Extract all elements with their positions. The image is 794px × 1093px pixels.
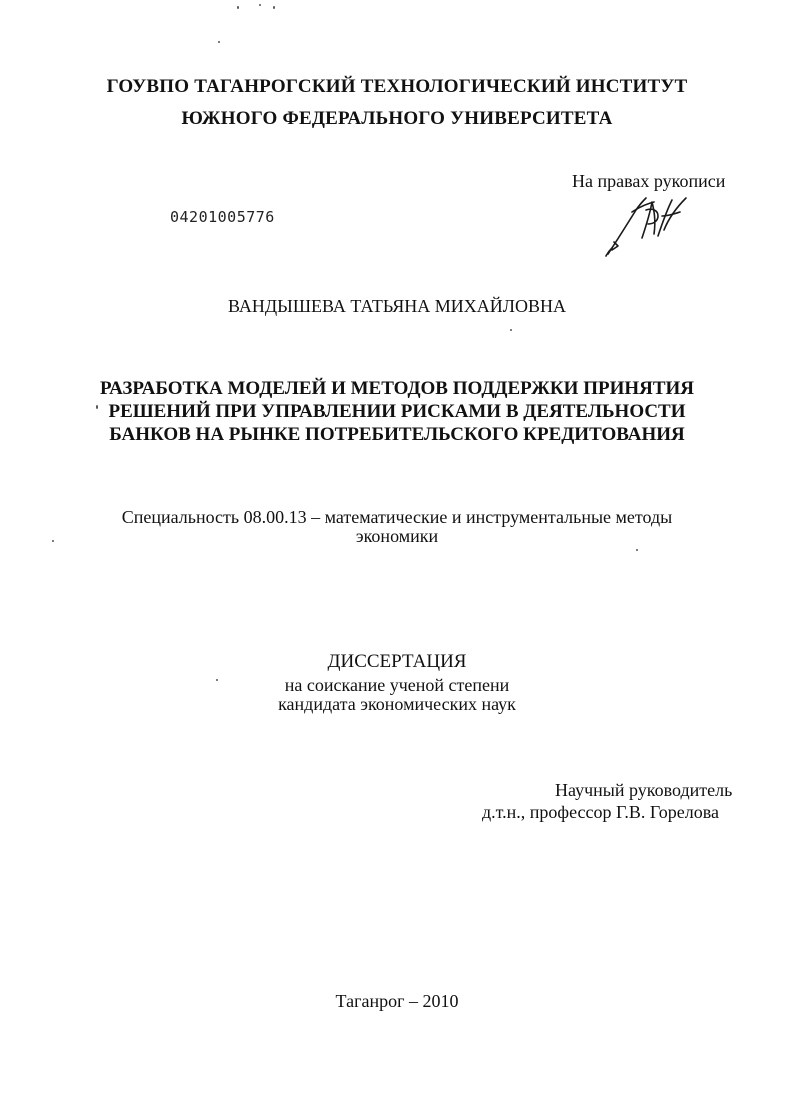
scan-speck: [273, 6, 275, 9]
work-type-heading: ДИССЕРТАЦИЯ: [327, 651, 467, 672]
degree-line-2: кандидата экономических наук: [278, 694, 516, 714]
title-line-1: РАЗРАБОТКА МОДЕЛЕЙ И МЕТОДОВ ПОДДЕРЖКИ ПРИНЯТИЯ: [99, 378, 695, 399]
registration-code: 04201005776: [170, 208, 275, 226]
scan-speck: [96, 405, 98, 409]
supervisor-name: д.т.н., профессор Г.В. Горелова: [482, 802, 719, 822]
signature: [602, 190, 692, 265]
scan-speck: [636, 549, 638, 551]
manuscript-note: На правах рукописи: [572, 171, 726, 191]
scan-speck: [218, 41, 220, 43]
scan-speck: [237, 6, 239, 9]
supervisor-label: Научный руководитель: [555, 780, 733, 800]
author-name: ВАНДЫШЕВА ТАТЬЯНА МИХАЙЛОВНА: [228, 296, 566, 316]
scan-speck: [510, 329, 512, 331]
signature-icon: [602, 190, 692, 260]
title-line-3: БАНКОВ НА РЫНКЕ ПОТРЕБИТЕЛЬСКОГО КРЕДИТОВАНИЯ: [109, 424, 685, 445]
title-line-2: РЕШЕНИЙ ПРИ УПРАВЛЕНИИ РИСКАМИ В ДЕЯТЕЛЬНОСТИ: [108, 401, 686, 422]
scan-speck: [216, 679, 218, 681]
specialty-line-1: Специальность 08.00.13 – математические и инструментальные методы: [121, 507, 673, 527]
scan-speck: [52, 540, 54, 542]
place-year: Таганрог – 2010: [335, 991, 459, 1011]
institution-line-1: ГОУВПО ТАГАНРОГСКИЙ ТЕХНОЛОГИЧЕСКИЙ ИНСТИТУТ: [106, 76, 688, 97]
specialty-line-2: экономики: [355, 526, 439, 546]
degree-line-1: на соискание ученой степени: [284, 675, 510, 695]
institution-line-2: ЮЖНОГО ФЕДЕРАЛЬНОГО УНИВЕРСИТЕТА: [181, 108, 613, 129]
scan-speck: [259, 4, 261, 6]
